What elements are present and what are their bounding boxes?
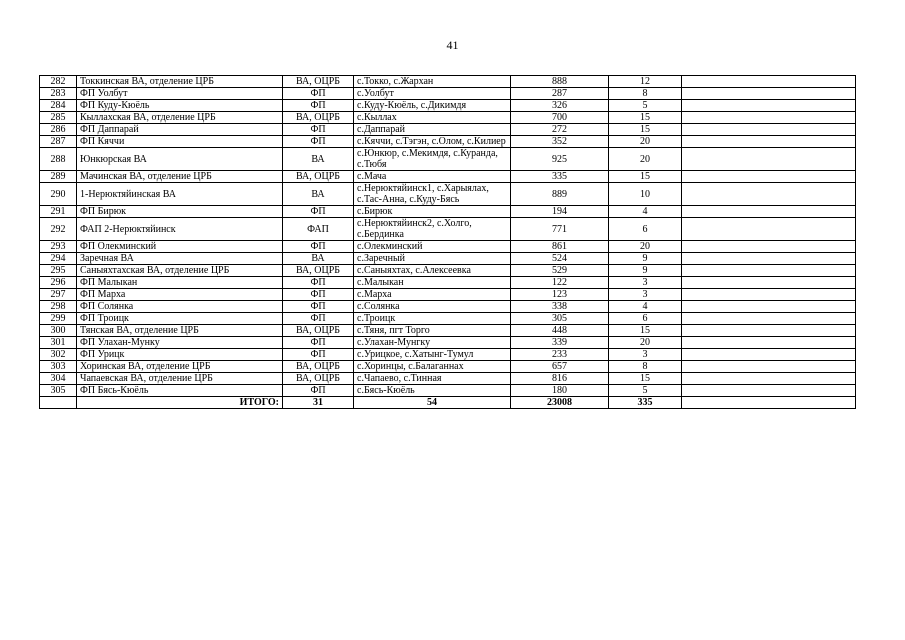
- facility-name-cell: ФП Олекминский: [77, 241, 283, 253]
- row-number-cell: 298: [40, 301, 77, 313]
- facility-name-cell: Заречная ВА: [77, 253, 283, 265]
- facility-type-cell: ВА, ОЦРБ: [283, 76, 354, 88]
- settlements-cell: с.Чапаево, с.Тинная: [354, 373, 511, 385]
- beds-cell: 15: [609, 325, 682, 337]
- population-cell: 272: [511, 124, 609, 136]
- row-number-cell: 290: [40, 183, 77, 206]
- beds-cell: 6: [609, 313, 682, 325]
- table-row: [40, 76, 856, 88]
- population-cell: 287: [511, 88, 609, 100]
- facility-name-cell: Саныяхтахская ВА, отделение ЦРБ: [77, 265, 283, 277]
- facility-type-cell: ФП: [283, 337, 354, 349]
- settlements-cell: с.Хоринцы, с.Балаганнах: [354, 361, 511, 373]
- facility-name-cell: ФП Бясь-Кюёль: [77, 385, 283, 397]
- settlements-cell: с.Юнкюр, с.Мекимдя, с.Куранда, с.Тюбя: [354, 148, 511, 171]
- total-row: [40, 397, 856, 409]
- beds-cell: 3: [609, 289, 682, 301]
- population-cell: 335: [511, 171, 609, 183]
- total-population: 23008: [511, 397, 609, 409]
- facility-name-cell: ФП Кяччи: [77, 136, 283, 148]
- table-row: [40, 337, 856, 349]
- note-cell: [682, 289, 856, 301]
- note-cell: [682, 171, 856, 183]
- population-cell: 771: [511, 218, 609, 241]
- facility-type-cell: ФП: [283, 277, 354, 289]
- facility-type-cell: ВА, ОЦРБ: [283, 325, 354, 337]
- table-body: [40, 76, 856, 397]
- facility-name-cell: Мачинская ВА, отделение ЦРБ: [77, 171, 283, 183]
- settlements-cell: с.Кяччи, с.Тэгэн, с.Олом, с.Килиер: [354, 136, 511, 148]
- note-cell: [682, 88, 856, 100]
- settlements-cell: с.Токко, с.Жархан: [354, 76, 511, 88]
- page-number: 41: [446, 38, 459, 52]
- beds-cell: 15: [609, 112, 682, 124]
- population-cell: 352: [511, 136, 609, 148]
- facility-type-cell: ВА, ОЦРБ: [283, 112, 354, 124]
- note-cell: [682, 148, 856, 171]
- row-number-cell: 293: [40, 241, 77, 253]
- beds-cell: 5: [609, 100, 682, 112]
- settlements-cell: с.Урицкое, с.Хатынг-Тумул: [354, 349, 511, 361]
- row-number-cell: 291: [40, 206, 77, 218]
- note-cell: [682, 313, 856, 325]
- population-cell: 305: [511, 313, 609, 325]
- settlements-cell: с.Заречный: [354, 253, 511, 265]
- population-cell: 925: [511, 148, 609, 171]
- table-row: [40, 313, 856, 325]
- settlements-cell: с.Саныяхтах, с.Алексеевка: [354, 265, 511, 277]
- table-row: [40, 361, 856, 373]
- settlements-cell: с.Нерюктяйинск1, с.Харыялах, с.Тас-Анна, с.Куду-Бясь: [354, 183, 511, 206]
- facility-table: [39, 75, 856, 409]
- note-cell: [682, 361, 856, 373]
- facility-name-cell: ФП Троицк: [77, 313, 283, 325]
- beds-cell: 3: [609, 277, 682, 289]
- facility-type-cell: ФП: [283, 349, 354, 361]
- settlements-cell: с.Марха: [354, 289, 511, 301]
- table-row: [40, 277, 856, 289]
- row-number-cell: 294: [40, 253, 77, 265]
- row-number-cell: 288: [40, 148, 77, 171]
- facility-type-cell: ФП: [283, 100, 354, 112]
- row-number-cell: 302: [40, 349, 77, 361]
- facility-name-cell: ФП Улахан-Мунку: [77, 337, 283, 349]
- note-cell: [682, 241, 856, 253]
- population-cell: 448: [511, 325, 609, 337]
- settlements-cell: с.Малыкан: [354, 277, 511, 289]
- note-cell: [682, 112, 856, 124]
- table-row: [40, 136, 856, 148]
- row-number-cell: 287: [40, 136, 77, 148]
- beds-cell: 10: [609, 183, 682, 206]
- note-cell: [682, 76, 856, 88]
- table-row: [40, 148, 856, 171]
- table-row: [40, 301, 856, 313]
- row-number-cell: 283: [40, 88, 77, 100]
- beds-cell: 20: [609, 136, 682, 148]
- note-cell: [682, 265, 856, 277]
- facility-type-cell: ФП: [283, 241, 354, 253]
- table-row: [40, 349, 856, 361]
- facility-type-cell: ФАП: [283, 218, 354, 241]
- population-cell: 339: [511, 337, 609, 349]
- table-row: [40, 218, 856, 241]
- note-cell: [682, 325, 856, 337]
- facility-name-cell: ФП Малыкан: [77, 277, 283, 289]
- note-cell: [682, 301, 856, 313]
- beds-cell: 12: [609, 76, 682, 88]
- facility-type-cell: ВА, ОЦРБ: [283, 361, 354, 373]
- row-number-cell: 305: [40, 385, 77, 397]
- table-row: [40, 373, 856, 385]
- table-row: [40, 206, 856, 218]
- table-row: [40, 183, 856, 206]
- note-cell: [682, 124, 856, 136]
- facility-name-cell: Юнкюрская ВА: [77, 148, 283, 171]
- note-cell: [682, 373, 856, 385]
- table-row: [40, 241, 856, 253]
- beds-cell: 9: [609, 253, 682, 265]
- table-row: [40, 385, 856, 397]
- table-row: [40, 265, 856, 277]
- row-number-cell: 284: [40, 100, 77, 112]
- facility-name-cell: Тянская ВА, отделение ЦРБ: [77, 325, 283, 337]
- row-number-cell: 304: [40, 373, 77, 385]
- beds-cell: 15: [609, 171, 682, 183]
- total-settlement-count: 54: [354, 397, 511, 409]
- population-cell: 888: [511, 76, 609, 88]
- settlements-cell: с.Мача: [354, 171, 511, 183]
- settlements-cell: с.Нерюктяйинск2, с.Холго, с.Бердинка: [354, 218, 511, 241]
- beds-cell: 15: [609, 373, 682, 385]
- population-cell: 700: [511, 112, 609, 124]
- facility-type-cell: ВА, ОЦРБ: [283, 373, 354, 385]
- facility-type-cell: ФП: [283, 124, 354, 136]
- population-cell: 816: [511, 373, 609, 385]
- beds-cell: 20: [609, 241, 682, 253]
- facility-name-cell: ФП Урицк: [77, 349, 283, 361]
- facility-type-cell: ФП: [283, 301, 354, 313]
- row-number-cell: 295: [40, 265, 77, 277]
- population-cell: 326: [511, 100, 609, 112]
- settlements-cell: с.Троицк: [354, 313, 511, 325]
- facility-type-cell: ФП: [283, 385, 354, 397]
- facility-name-cell: Чапаевская ВА, отделение ЦРБ: [77, 373, 283, 385]
- row-number-cell: 303: [40, 361, 77, 373]
- beds-cell: 20: [609, 337, 682, 349]
- beds-cell: 4: [609, 301, 682, 313]
- settlements-cell: с.Бирюк: [354, 206, 511, 218]
- beds-cell: 8: [609, 361, 682, 373]
- note-cell: [682, 206, 856, 218]
- settlements-cell: с.Олекминский: [354, 241, 511, 253]
- beds-cell: 6: [609, 218, 682, 241]
- facility-type-cell: ФП: [283, 88, 354, 100]
- beds-cell: 4: [609, 206, 682, 218]
- beds-cell: 3: [609, 349, 682, 361]
- population-cell: 180: [511, 385, 609, 397]
- row-number-cell: 297: [40, 289, 77, 301]
- facility-name-cell: ФП Куду-Кюёль: [77, 100, 283, 112]
- population-cell: 529: [511, 265, 609, 277]
- row-number-cell: 289: [40, 171, 77, 183]
- facility-name-cell: ФП Бирюк: [77, 206, 283, 218]
- facility-type-cell: ВА, ОЦРБ: [283, 265, 354, 277]
- population-cell: 889: [511, 183, 609, 206]
- facility-type-cell: ФП: [283, 136, 354, 148]
- population-cell: 524: [511, 253, 609, 265]
- table-row: [40, 253, 856, 265]
- row-number-cell: 301: [40, 337, 77, 349]
- note-cell: [682, 100, 856, 112]
- facility-name-cell: ФП Даппарай: [77, 124, 283, 136]
- facility-name-cell: ФП Солянка: [77, 301, 283, 313]
- total-empty-cell: [40, 397, 77, 409]
- settlements-cell: с.Улахан-Мунгку: [354, 337, 511, 349]
- beds-cell: 8: [609, 88, 682, 100]
- row-number-cell: 285: [40, 112, 77, 124]
- note-cell: [682, 385, 856, 397]
- table-row: [40, 88, 856, 100]
- facility-type-cell: ВА: [283, 183, 354, 206]
- settlements-cell: с.Даппарай: [354, 124, 511, 136]
- row-number-cell: 286: [40, 124, 77, 136]
- note-cell: [682, 253, 856, 265]
- facility-type-cell: ВА: [283, 253, 354, 265]
- note-cell: [682, 218, 856, 241]
- population-cell: 194: [511, 206, 609, 218]
- row-number-cell: 299: [40, 313, 77, 325]
- row-number-cell: 300: [40, 325, 77, 337]
- table-row: [40, 100, 856, 112]
- facility-name-cell: Кыллахская ВА, отделение ЦРБ: [77, 112, 283, 124]
- population-cell: 123: [511, 289, 609, 301]
- total-note-cell: [682, 397, 856, 409]
- population-cell: 338: [511, 301, 609, 313]
- beds-cell: 15: [609, 124, 682, 136]
- facility-name-cell: 1-Нерюктяйинская ВА: [77, 183, 283, 206]
- note-cell: [682, 277, 856, 289]
- beds-cell: 9: [609, 265, 682, 277]
- table-row: [40, 289, 856, 301]
- facility-type-cell: ФП: [283, 313, 354, 325]
- population-cell: 657: [511, 361, 609, 373]
- total-beds: 335: [609, 397, 682, 409]
- population-cell: 861: [511, 241, 609, 253]
- note-cell: [682, 337, 856, 349]
- facility-name-cell: ФП Уолбут: [77, 88, 283, 100]
- table-row: [40, 325, 856, 337]
- note-cell: [682, 136, 856, 148]
- population-cell: 122: [511, 277, 609, 289]
- row-number-cell: 292: [40, 218, 77, 241]
- facility-type-cell: ФП: [283, 206, 354, 218]
- settlements-cell: с.Солянка: [354, 301, 511, 313]
- facility-name-cell: ФАП 2-Нерюктяйинск: [77, 218, 283, 241]
- row-number-cell: 296: [40, 277, 77, 289]
- facility-name-cell: Хоринская ВА, отделение ЦРБ: [77, 361, 283, 373]
- table-row: [40, 171, 856, 183]
- population-cell: 233: [511, 349, 609, 361]
- note-cell: [682, 183, 856, 206]
- beds-cell: 20: [609, 148, 682, 171]
- settlements-cell: с.Кыллах: [354, 112, 511, 124]
- facility-type-cell: ФП: [283, 289, 354, 301]
- settlements-cell: с.Тяня, пгт Торго: [354, 325, 511, 337]
- settlements-cell: с.Куду-Кюёль, с.Дикимдя: [354, 100, 511, 112]
- settlements-cell: с.Уолбут: [354, 88, 511, 100]
- table-row: [40, 112, 856, 124]
- beds-cell: 5: [609, 385, 682, 397]
- facility-type-cell: ВА, ОЦРБ: [283, 171, 354, 183]
- facility-type-cell: ВА: [283, 148, 354, 171]
- facility-name-cell: Токкинская ВА, отделение ЦРБ: [77, 76, 283, 88]
- total-type-count: 31: [283, 397, 354, 409]
- total-label: ИТОГО:: [77, 397, 283, 409]
- settlements-cell: с.Бясь-Кюёль: [354, 385, 511, 397]
- table-row: [40, 124, 856, 136]
- row-number-cell: 282: [40, 76, 77, 88]
- facility-name-cell: ФП Марха: [77, 289, 283, 301]
- note-cell: [682, 349, 856, 361]
